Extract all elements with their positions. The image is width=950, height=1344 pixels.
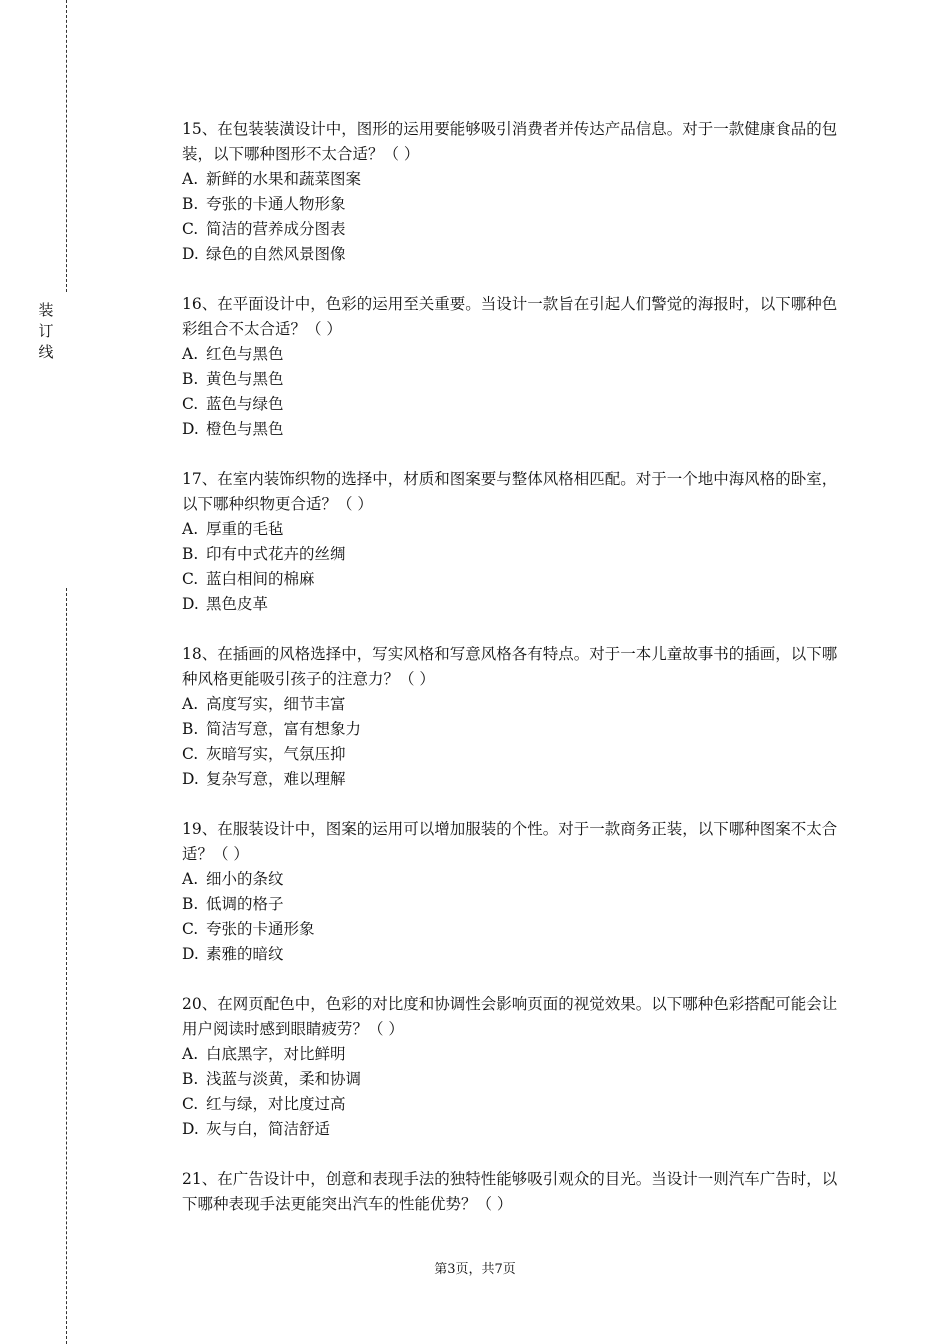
option-b <box>182 1067 842 1092</box>
option-text: 绿色的自然风景图像 <box>206 245 346 263</box>
question-stem: 19、在服装设计中，图案的运用可以增加服装的个性。对于一款商务正装，以下哪种图案不太合适？（ ） <box>182 820 838 863</box>
question-stem: 16、在平面设计中，色彩的运用至关重要。当设计一款旨在引起人们警觉的海报时，以下哪种色彩组合不太合适？（ ） <box>182 295 838 338</box>
option-letter: B. <box>182 370 199 388</box>
option-text: 复杂写意，难以理解 <box>206 770 346 788</box>
option-text: 夸张的卡通人物形象 <box>206 195 346 213</box>
option-letter: B. <box>182 720 199 738</box>
option-c <box>182 217 842 242</box>
option-c <box>182 567 842 592</box>
option-b <box>182 892 842 917</box>
option-text: 红色与黑色 <box>206 345 284 363</box>
option-letter: D. <box>182 1120 199 1138</box>
option-text: 灰与白，简洁舒适 <box>206 1120 331 1138</box>
question-stem: 21、在广告设计中，创意和表现手法的独特性能够吸引观众的目光。当设计一则汽车广告时，以下哪种表现手法更能突出汽车的性能优势？（ ） <box>182 1170 838 1213</box>
option-letter: D. <box>182 945 199 963</box>
option-text: 红与绿，对比度过高 <box>206 1095 346 1113</box>
option-text: 低调的格子 <box>206 895 284 913</box>
option-a <box>182 1042 842 1067</box>
question-stem: 18、在插画的风格选择中，写实风格和写意风格各有特点。对于一本儿童故事书的插画，以下哪种风格更能吸引孩子的注意力？（ ） <box>182 645 838 688</box>
option-a <box>182 167 842 192</box>
binding-char: 线 <box>38 343 54 361</box>
option-b <box>182 367 842 392</box>
option-letter: C. <box>182 1095 199 1113</box>
option-text: 素雅的暗纹 <box>206 945 284 963</box>
page-footer <box>0 1258 950 1277</box>
option-letter: A. <box>182 520 199 538</box>
option-text: 简洁写意，富有想象力 <box>206 720 362 738</box>
option-d <box>182 592 842 617</box>
question-16 <box>182 292 842 442</box>
option-letter: D. <box>182 245 199 263</box>
option-d <box>182 1117 842 1142</box>
question-list <box>182 117 842 1242</box>
option-c <box>182 1092 842 1117</box>
option-letter: B. <box>182 195 199 213</box>
option-a <box>182 692 842 717</box>
option-text: 高度写实，细节丰富 <box>206 695 346 713</box>
option-text: 夸张的卡通形象 <box>206 920 315 938</box>
option-letter: A. <box>182 170 199 188</box>
option-letter: C. <box>182 395 199 413</box>
option-letter: D. <box>182 420 199 438</box>
option-text: 细小的条纹 <box>206 870 284 888</box>
option-text: 蓝色与绿色 <box>206 395 284 413</box>
option-letter: B. <box>182 545 199 563</box>
option-letter: C. <box>182 220 199 238</box>
option-letter: C. <box>182 920 199 938</box>
question-stem: 17、在室内装饰织物的选择中，材质和图案要与整体风格相匹配。对于一个地中海风格的卧室，以下哪种织物更合适？（ ） <box>182 470 838 513</box>
binding-char: 订 <box>38 322 54 340</box>
option-d <box>182 767 842 792</box>
option-text: 简洁的营养成分图表 <box>206 220 346 238</box>
option-text: 黄色与黑色 <box>206 370 284 388</box>
option-c <box>182 917 842 942</box>
question-18 <box>182 642 842 792</box>
option-letter: C. <box>182 570 199 588</box>
option-c <box>182 742 842 767</box>
option-text: 浅蓝与淡黄，柔和协调 <box>206 1070 362 1088</box>
binding-label <box>36 300 56 363</box>
binding-line-top <box>66 0 67 292</box>
option-text: 灰暗写实，气氛压抑 <box>206 745 346 763</box>
option-text: 蓝白相间的棉麻 <box>206 570 315 588</box>
option-letter: B. <box>182 1070 199 1088</box>
question-20 <box>182 992 842 1142</box>
option-letter: A. <box>182 1045 199 1063</box>
option-c <box>182 392 842 417</box>
question-stem: 20、在网页配色中，色彩的对比度和协调性会影响页面的视觉效果。以下哪种色彩搭配可能会让用户阅读时感到眼睛疲劳？（ ） <box>182 995 838 1038</box>
binding-line-bottom <box>66 588 67 1344</box>
option-b <box>182 717 842 742</box>
option-letter: C. <box>182 745 199 763</box>
option-letter: A. <box>182 695 199 713</box>
option-d <box>182 242 842 267</box>
option-text: 黑色皮革 <box>206 595 269 613</box>
option-letter: A. <box>182 870 199 888</box>
option-text: 印有中式花卉的丝绸 <box>206 545 346 563</box>
option-text: 白底黑字，对比鲜明 <box>206 1045 346 1063</box>
question-19 <box>182 817 842 967</box>
binding-char: 装 <box>38 301 54 319</box>
question-21 <box>182 1167 842 1217</box>
option-d <box>182 942 842 967</box>
option-text: 厚重的毛毡 <box>206 520 284 538</box>
question-15 <box>182 117 842 267</box>
option-letter: B. <box>182 895 199 913</box>
option-a <box>182 867 842 892</box>
option-letter: D. <box>182 595 199 613</box>
option-letter: D. <box>182 770 199 788</box>
option-a <box>182 342 842 367</box>
option-text: 新鲜的水果和蔬菜图案 <box>206 170 362 188</box>
question-17 <box>182 467 842 617</box>
option-a <box>182 517 842 542</box>
option-text: 橙色与黑色 <box>206 420 284 438</box>
option-d <box>182 417 842 442</box>
option-b <box>182 192 842 217</box>
question-stem: 15、在包装装潢设计中，图形的运用要能够吸引消费者并传达产品信息。对于一款健康食品的包装，以下哪种图形不太合适？（ ） <box>182 120 838 163</box>
option-letter: A. <box>182 345 199 363</box>
page-number: 第3页，共7页 <box>434 1262 516 1277</box>
option-b <box>182 542 842 567</box>
